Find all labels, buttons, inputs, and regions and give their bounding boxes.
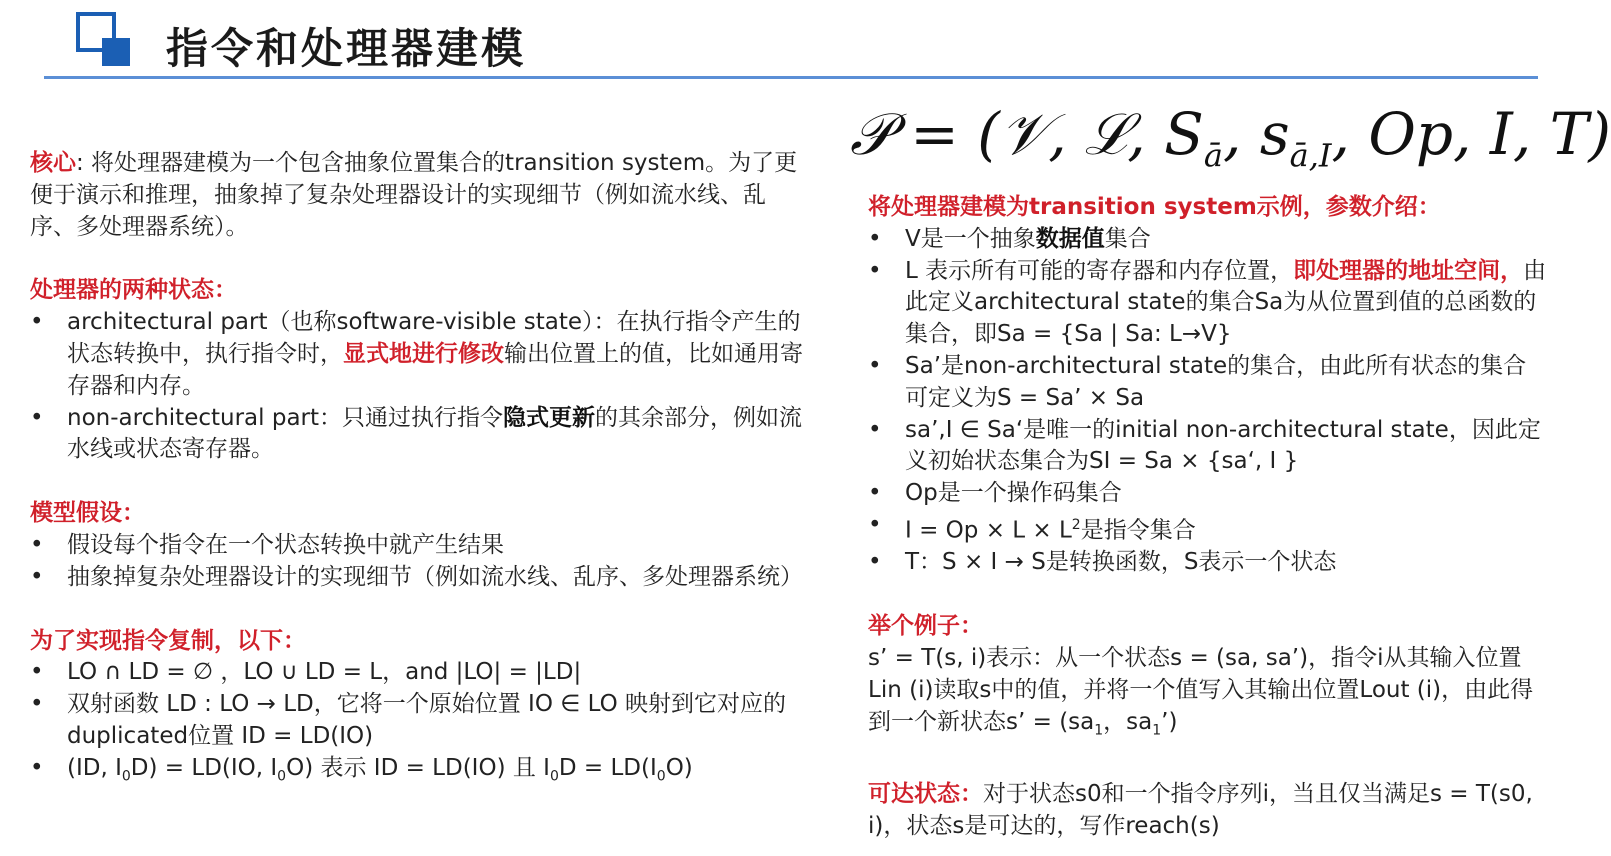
dup3-part: (ID, I: [67, 754, 122, 781]
core-label: 核心: [30, 150, 76, 176]
title-divider: [44, 76, 1538, 79]
core-paragraph: [30, 148, 810, 243]
example-sub: 1: [1094, 722, 1104, 739]
states-heading: 处理器的两种状态：: [30, 277, 237, 304]
reach-paragraph: [868, 779, 1548, 843]
dup3-sub: 0: [656, 768, 666, 785]
example-paragraph: [868, 643, 1548, 747]
params-list: [868, 224, 1548, 579]
dup3-part: O): [665, 754, 693, 781]
slide-title: 指令和处理器建模: [166, 24, 527, 73]
left-column: [30, 148, 810, 793]
arch-text-a: architectural part（也称software-visible state）：在执行指令产生的状态转换中，执行指令时，: [67, 309, 801, 367]
processor-tuple-formula: [850, 100, 1611, 175]
list-item: [868, 510, 1548, 547]
i-text-b: 是指令集合: [1080, 517, 1196, 544]
v-text-a: V是一个抽象: [905, 225, 1036, 252]
right-column: [868, 192, 1548, 843]
list-item: • sa’,I ∈ Sa‘是唯一的initial non-architectural state，因此定义初始状态集合为SI = Sa × {sa‘, I }: [868, 415, 1548, 479]
formula-mid: , s: [1222, 100, 1290, 168]
model-heading: 模型假设：: [30, 500, 145, 527]
params-heading: 将处理器建模为transition system示例，参数介绍：: [868, 194, 1441, 220]
list-item: [30, 403, 810, 467]
model-list: [30, 530, 810, 594]
list-item: • LO ∩ LD = ∅ ，LO ∪ LD = L，and |LO| = |LD|: [30, 657, 810, 689]
example-sub: 1: [1152, 722, 1162, 739]
slide-logo: [76, 12, 132, 68]
nonarch-emphasis: 隐式更新: [503, 404, 596, 431]
l-text-b: 由此定义architectural state的集合Sa为从位置到值的总函数的集合，即Sa = {Sa | Sa: L→V}: [905, 257, 1547, 348]
dup3-part: D = LD(I: [558, 754, 657, 781]
list-item: [30, 307, 810, 402]
dup-heading: 为了实现指令复制，以下：: [30, 627, 306, 654]
nonarch-text-b: 的其余部分，例如流水线或状态寄存器。: [67, 404, 803, 463]
formula-lhs: 𝒫 = (𝒱, ℒ, S: [850, 100, 1204, 168]
list-item: [30, 753, 810, 793]
reach-label: 可达状态：: [868, 781, 983, 807]
logo-filled-square: [102, 38, 130, 66]
arch-text-b: 输出位置上的值，比如通用寄存器和内存。: [67, 340, 803, 399]
dup3-sub: 0: [549, 768, 559, 785]
example-text: ’): [1161, 708, 1178, 735]
formula-rhs: , Op, I, T): [1331, 100, 1611, 168]
list-item: • 双射函数 LD : LO → LD，它将一个原始位置 IO ∈ LO 映射到它对应的duplicated位置 ID = LD(IO): [30, 689, 810, 753]
list-item: • Op是一个操作码集合: [868, 478, 1548, 510]
dup-list: [30, 657, 810, 793]
reach-text: 对于状态s0和一个指令序列i，当且仅当满足s = T(s0, i)，状态s是可达的，写作reach(s): [868, 781, 1533, 839]
v-text-b: 集合: [1104, 225, 1151, 252]
example-text: ，sa: [1103, 708, 1153, 735]
dup3-sub: 0: [121, 768, 131, 785]
formula-sub-sai: ā,I: [1289, 136, 1332, 175]
core-text: : 将处理器建模为一个包含抽象位置集合的transition system。为了更便于演示和推理，抽象掉了复杂处理器设计的实现细节（例如流水线、乱序、多处理器系统）。: [30, 150, 798, 240]
list-item: • T：S × I → S是转换函数，S表示一个状态: [868, 547, 1548, 579]
v-emphasis: 数据值: [1035, 225, 1105, 252]
formula-sub-sa: ā: [1203, 136, 1223, 175]
nonarch-text-a: non-architectural part：只通过执行指令: [67, 404, 504, 431]
list-item: [868, 224, 1548, 256]
dup3-sub: 0: [277, 768, 287, 785]
list-item: • Sa’是non-architectural state的集合，由此所有状态的集合可定义为S = Sa’ × Sa: [868, 351, 1548, 415]
example-text: s’ = T(s, i)表示：从一个状态s = (sa, sa’)，指令i从其输入位置Lin (i)读取s中的值，并将一个值写入其输出位置Lout (i)，由此得到一个新状态s’ = (sa: [868, 645, 1534, 735]
example-heading: 举个例子：: [868, 613, 983, 640]
l-emphasis: 即处理器的地址空间，: [1293, 257, 1524, 284]
i-text-a: I = Op × L × L: [905, 517, 1072, 544]
list-item: • 抽象掉复杂处理器设计的实现细节（例如流水线、乱序、多处理器系统）: [30, 562, 810, 594]
dup3-part: D) = LD(IO, I: [130, 754, 278, 781]
i-sup: 2: [1071, 516, 1081, 533]
list-item: • 假设每个指令在一个状态转换中就产生结果: [30, 530, 810, 562]
dup3-part: O) 表示 ID = LD(IO) 且 I: [286, 754, 550, 781]
l-text-a: L 表示所有可能的寄存器和内存位置，: [905, 257, 1294, 284]
arch-emphasis: 显式地进行修改: [343, 340, 504, 367]
states-list: [30, 307, 810, 466]
list-item: [868, 256, 1548, 351]
